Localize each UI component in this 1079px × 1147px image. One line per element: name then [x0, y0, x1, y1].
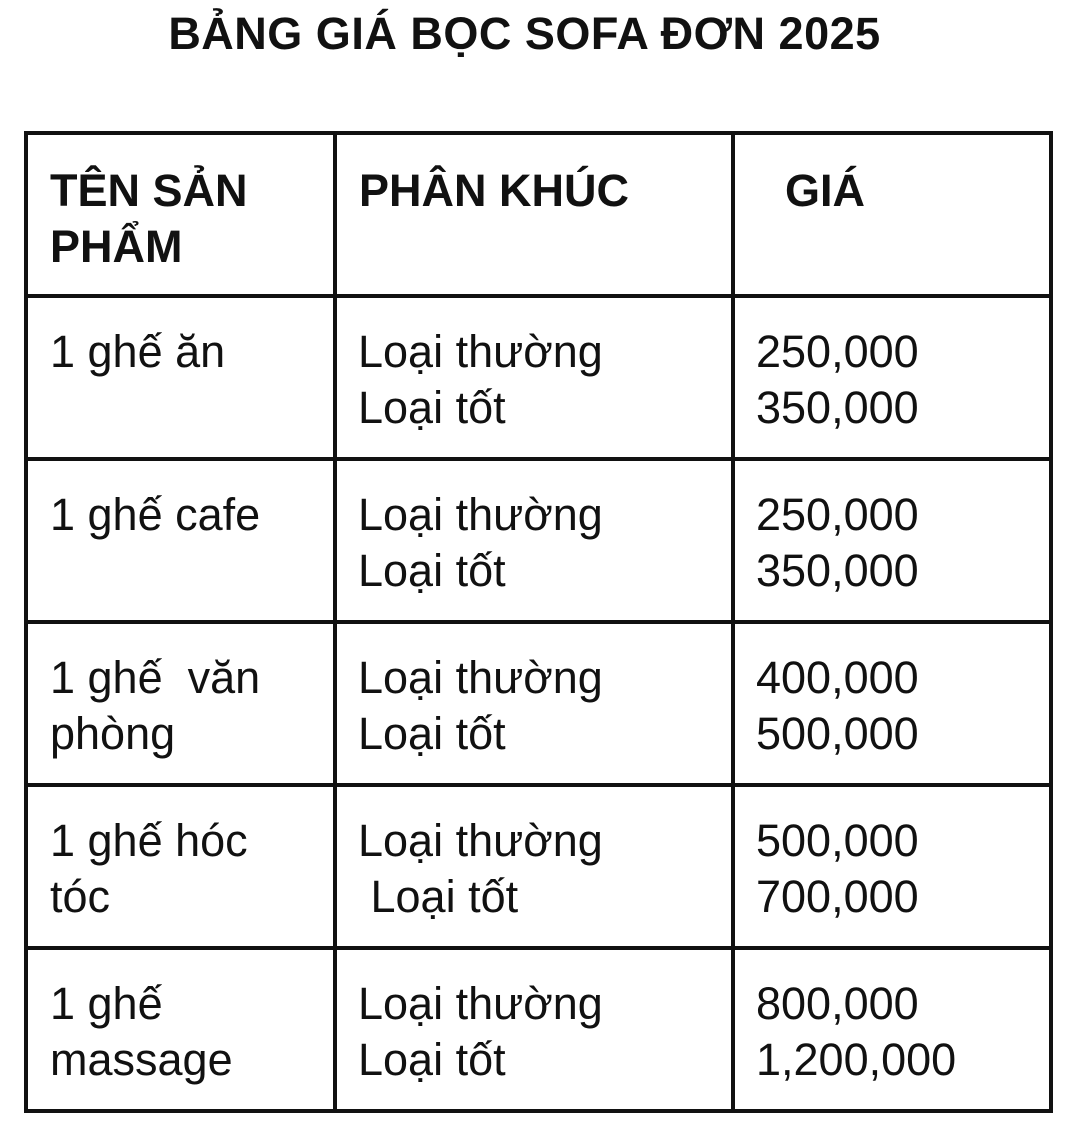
header-price — [733, 133, 1051, 296]
price-standard: 250,000 — [756, 326, 919, 377]
product-name-line2: massage — [50, 1034, 233, 1085]
price-standard: 800,000 — [756, 978, 919, 1029]
product-name-line2: tóc — [50, 871, 111, 922]
price-standard: 400,000 — [756, 652, 919, 703]
price-cell — [733, 459, 1051, 622]
segment-premium: Loại tốt — [358, 1034, 506, 1085]
product-name: 1 ghế ăn — [50, 326, 226, 377]
segment-standard: Loại thường — [358, 978, 603, 1029]
price-premium: 350,000 — [756, 545, 919, 596]
price-premium: 1,200,000 — [756, 1034, 957, 1085]
product-cell — [26, 785, 335, 948]
segment-standard: Loại thường — [358, 489, 603, 540]
product-cell — [26, 948, 335, 1111]
segment-cell — [335, 948, 733, 1111]
table-row — [26, 622, 1051, 785]
segment-premium: Loại tốt — [358, 871, 519, 922]
product-name: 1 ghế hóc — [50, 815, 248, 866]
product-name-line2: phòng — [50, 708, 176, 759]
header-price-label: GIÁ — [785, 165, 866, 216]
segment-cell — [335, 622, 733, 785]
segment-cell — [335, 296, 733, 459]
price-table — [24, 131, 1053, 1113]
price-standard: 500,000 — [756, 815, 919, 866]
price-premium: 700,000 — [756, 871, 919, 922]
product-cell — [26, 622, 335, 785]
price-premium: 350,000 — [756, 382, 919, 433]
segment-cell — [335, 459, 733, 622]
page-title: BẢNG GIÁ BỌC SOFA ĐƠN 2025 — [168, 8, 881, 59]
table-header-row — [26, 133, 1051, 296]
product-cell — [26, 459, 335, 622]
price-cell — [733, 622, 1051, 785]
segment-premium: Loại tốt — [358, 545, 506, 596]
table-row — [26, 948, 1051, 1111]
price-cell — [733, 296, 1051, 459]
price-standard: 250,000 — [756, 489, 919, 540]
product-name: 1 ghế cafe — [50, 489, 261, 540]
product-name: 1 ghế văn — [50, 652, 261, 703]
segment-premium: Loại tốt — [358, 708, 506, 759]
header-segment-label: PHÂN KHÚC — [359, 165, 629, 216]
price-cell — [733, 785, 1051, 948]
segment-standard: Loại thường — [358, 815, 603, 866]
product-cell — [26, 296, 335, 459]
price-cell — [733, 948, 1051, 1111]
segment-standard: Loại thường — [358, 652, 603, 703]
segment-premium: Loại tốt — [358, 382, 506, 433]
table-row — [26, 296, 1051, 459]
header-product — [26, 133, 335, 296]
header-product-label: TÊN SẢN PHẨM — [50, 165, 248, 272]
table-row — [26, 785, 1051, 948]
product-name: 1 ghế — [50, 978, 163, 1029]
segment-cell — [335, 785, 733, 948]
segment-standard: Loại thường — [358, 326, 603, 377]
header-segment — [335, 133, 733, 296]
table-row — [26, 459, 1051, 622]
price-premium: 500,000 — [756, 708, 919, 759]
